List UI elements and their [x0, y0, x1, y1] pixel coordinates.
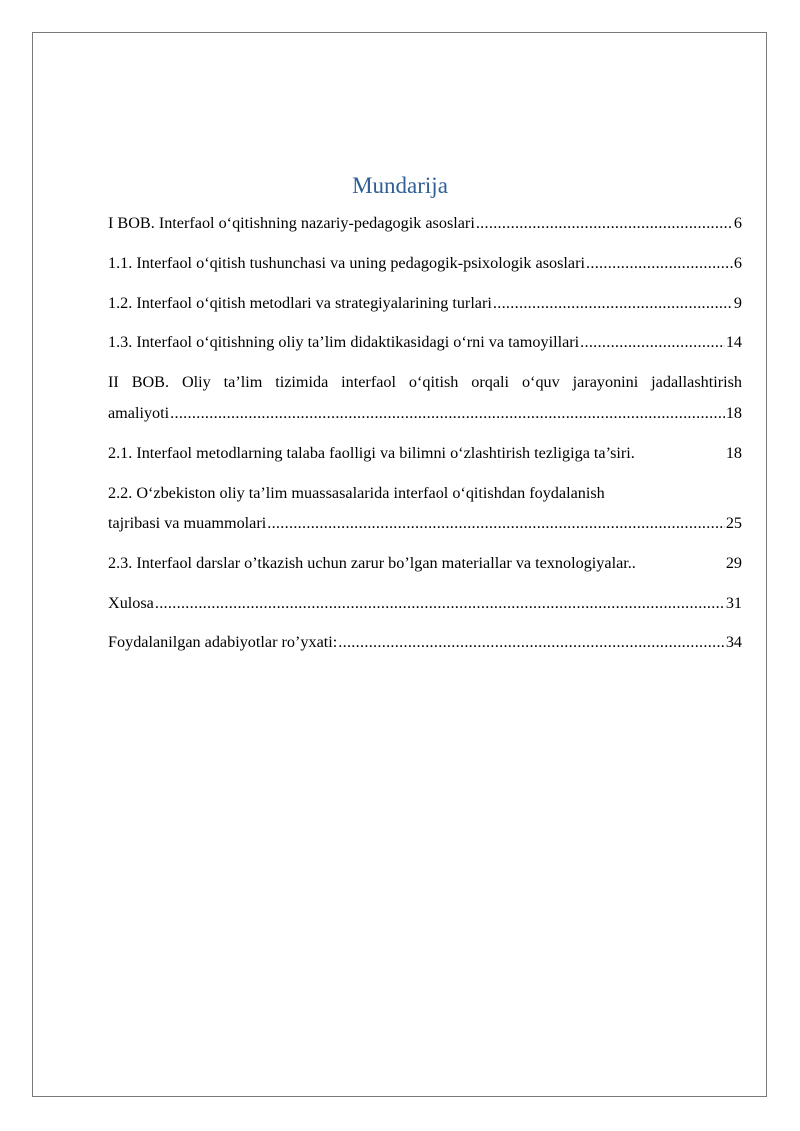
- toc-entry-text: 1.3. Interfaol o‘qitishning oliy ta’lim didaktikasidagi o‘rni va tamoyillari: [108, 333, 580, 351]
- toc-entry[interactable]: [108, 251, 742, 275]
- toc-entry-page: 14: [725, 333, 742, 351]
- toc-entry-text: tajribasi va muammolari: [108, 514, 267, 532]
- toc-entry[interactable]: [108, 291, 742, 315]
- toc-leader-dots: [267, 511, 725, 535]
- toc-entry-page: 18: [725, 404, 742, 422]
- toc-leader-dots: [580, 330, 725, 354]
- toc-entry[interactable]: [108, 511, 742, 535]
- toc-entry-text: 1.1. Interfaol o‘qitish tushunchasi va uning pedagogik-psixologik asoslari: [108, 254, 586, 272]
- toc-entry[interactable]: [108, 330, 742, 354]
- toc-entry-text: amaliyoti: [108, 404, 170, 422]
- toc-entry[interactable]: [108, 211, 742, 235]
- toc-entry[interactable]: [108, 551, 742, 575]
- toc-entry[interactable]: [108, 591, 742, 615]
- toc-entry-text: 1.2. Interfaol o‘qitish metodlari va strategiyalarining turlari: [108, 294, 492, 312]
- toc-entry[interactable]: [108, 441, 742, 465]
- toc-leader-dots: [586, 251, 733, 275]
- toc-entry-text: 2.1. Interfaol metodlarning talaba faolligi va bilimni o‘zlashtirish tezligiga ta’siri.: [108, 444, 635, 462]
- toc-entry-page: 31: [725, 594, 742, 612]
- toc-leader-dots: [170, 401, 725, 425]
- toc-entry-text: I BOB. Interfaol o‘qitishning nazariy-pedagogik asoslari: [108, 214, 475, 232]
- toc-title: Mundarija: [352, 173, 448, 198]
- toc-entry-page: 18: [725, 444, 742, 462]
- toc-leader-dots: [493, 291, 733, 315]
- toc-entry-first-line[interactable]: 2.2. O‘zbekiston oliy ta’lim muassasalarida interfaol o‘qitishdan foydalanish: [108, 484, 605, 502]
- toc-entry-page: 29: [725, 554, 742, 572]
- toc-leader-dots: [476, 211, 733, 235]
- toc-entry[interactable]: [108, 401, 742, 425]
- toc-leader-dots: [155, 591, 725, 615]
- toc-entry-page: 6: [733, 254, 742, 272]
- toc-entry[interactable]: [108, 630, 742, 654]
- toc-entry-first-line[interactable]: II BOB. Oliy ta’lim tizimida interfaol o‘qitish orqali o‘quv jarayonini jadallashtirish: [108, 373, 742, 391]
- toc-entry-text: Foydalanilgan adabiyotlar ro’yxati:: [108, 633, 338, 651]
- toc-entry-page: 6: [733, 214, 742, 232]
- toc-entry-text: Xulosa: [108, 594, 154, 612]
- toc-entry-page: 34: [725, 633, 742, 651]
- toc-leader-dots: [338, 630, 725, 654]
- toc-entry-text: 2.3. Interfaol darslar o’tkazish uchun zarur bo’lgan materiallar va texnologiyalar..: [108, 554, 636, 572]
- toc-entry-page: 25: [725, 514, 742, 532]
- toc-entry-page: 9: [733, 294, 742, 312]
